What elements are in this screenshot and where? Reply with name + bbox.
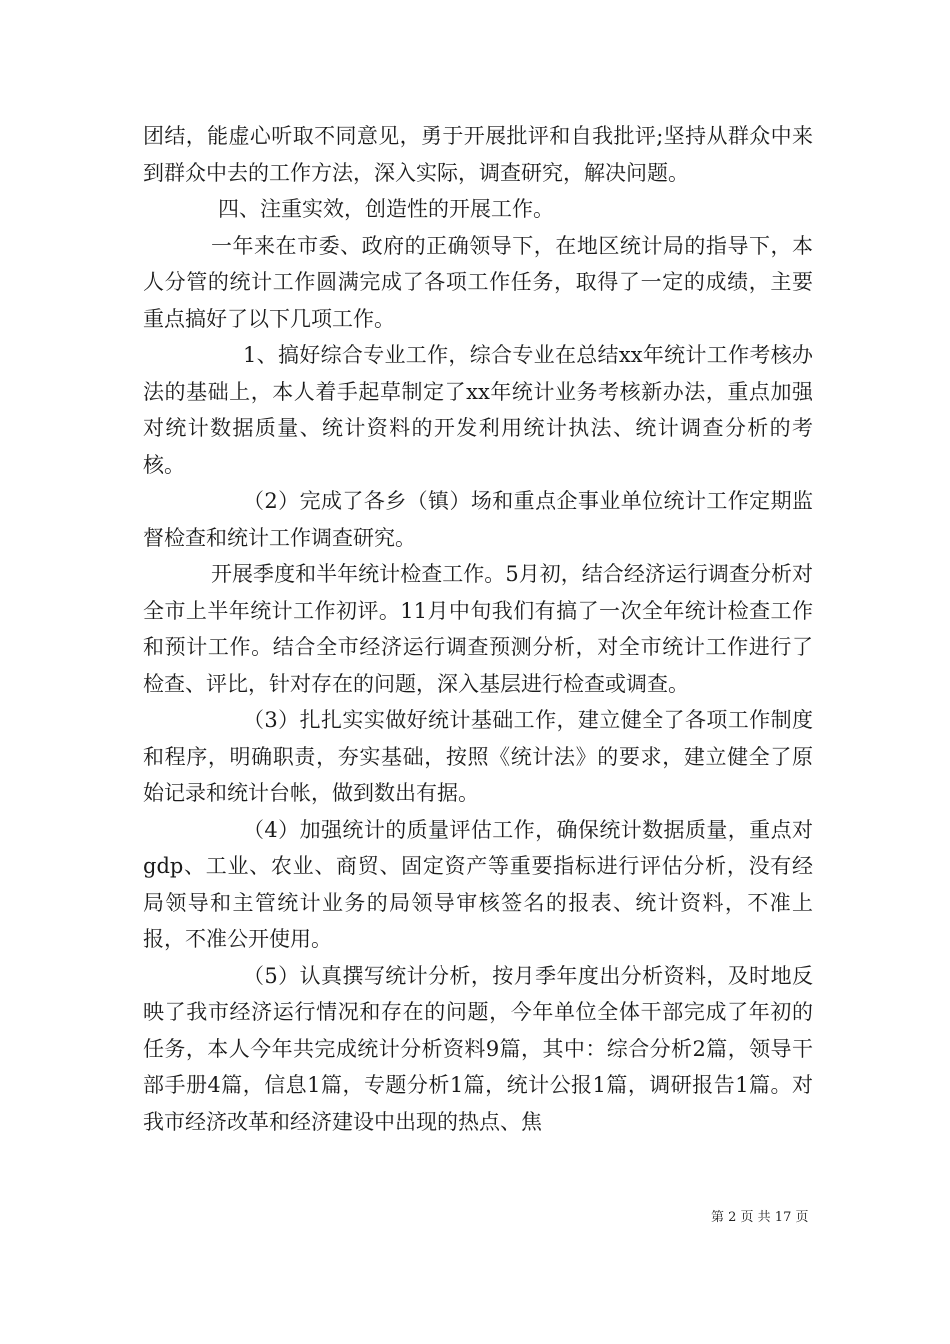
paragraph-quarterly-check: 开展季度和半年统计检查工作。5月初，结合经济运行调查分析对全市上半年统计工作初评。11月中旬我们有搞了一次全年统计检查工作和预计工作。结合全市经济运行调查预测分析，对全市统计工作进行了检查、评比，针对存在的问题，深入基层进行检查或调查。 [143, 562, 813, 696]
paragraph-item-4: （4）加强统计的质量评估工作，确保统计数据质量，重点对gdp、工业、农业、商贸、固定资产等重要指标进行评估分析，没有经局领导和主管统计业务的局领导审核签名的报表、统计资料，不准上报，不准公开使用。 [143, 817, 813, 951]
paragraph-continuation: 团结，能虚心听取不同意见，勇于开展批评和自我批评;坚持从群众中来到群众中去的工作方法，深入实际，调查研究，解决问题。 [143, 124, 813, 185]
section-heading-4: 四、注重实效，创造性的开展工作。 [218, 197, 554, 221]
paragraph-item-3: （3）扎扎实实做好统计基础工作，建立健全了各项工作制度和程序，明确职责，夯实基础，按照《统计法》的要求，建立健全了原始记录和统计台帐，做到数出有据。 [143, 708, 813, 805]
paragraph-intro: 一年来在市委、政府的正确领导下，在地区统计局的指导下，本人分管的统计工作圆满完成了各项工作任务，取得了一定的成绩，主要重点搞好了以下几项工作。 [143, 233, 813, 331]
paragraph-item-5: （5）认真撰写统计分析，按月季年度出分析资料，及时地反映了我市经济运行情况和存在的问题，今年单位全体干部完成了年初的任务，本人今年共完成统计分析资料9篇，其中：综合分析2篇，领导干部手册4篇，信息1篇，专题分析1篇，统计公报1篇，调研报告1篇。对我市经济改革和经济建设中出现的热点、焦 [143, 963, 813, 1134]
paragraph-item-2: （2）完成了各乡（镇）场和重点企事业单位统计工作定期监督检查和统计工作调查研究。 [143, 489, 813, 550]
paragraph-item-1: 1、搞好综合专业工作，综合专业在总结xx年统计工作考核办法的基础上，本人着手起草制定了xx年统计业务考核新办法，重点加强对统计数据质量、统计资料的开发利用统计执法、统计调查分析的考核。 [143, 343, 813, 477]
document-body [143, 118, 813, 1140]
page-number-footer: 第 2 页 共 17 页 [711, 1210, 809, 1225]
